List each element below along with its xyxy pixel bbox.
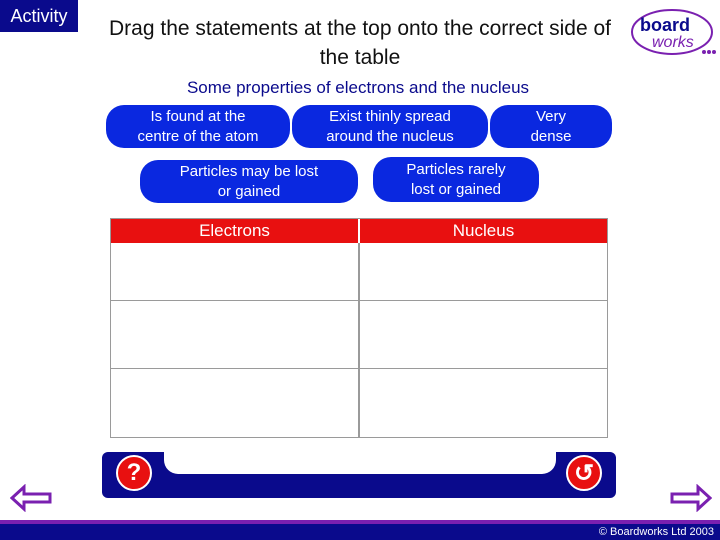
electrons-column	[111, 243, 358, 437]
copyright-footer: © Boardworks Ltd 2003	[0, 524, 720, 540]
logo-word-works: works	[652, 34, 694, 51]
activity-tab: Activity	[0, 0, 78, 32]
nucleus-column	[358, 243, 607, 437]
activity-subtitle: Some properties of electrons and the nucleus	[186, 78, 530, 97]
statement-particles-lost-or-gained[interactable]	[140, 160, 358, 203]
control-bar-track	[164, 452, 556, 474]
instructions-text: Drag the statements at the top onto the correct side of the table	[109, 17, 611, 69]
statement-label: Exist thinly spread around the nucleus	[326, 107, 454, 145]
reset-icon: ↺	[573, 459, 595, 487]
statement-particles-rarely-lost[interactable]	[373, 157, 539, 202]
statement-thinly-spread[interactable]	[292, 105, 488, 148]
previous-slide-arrow-icon[interactable]	[10, 484, 52, 512]
statement-label: Very dense	[530, 107, 572, 145]
help-button[interactable]	[116, 455, 152, 491]
sorting-table	[110, 218, 608, 438]
drop-zone-nucleus-2[interactable]	[360, 300, 607, 368]
statement-very-dense[interactable]	[490, 105, 612, 148]
statement-label: Is found at the centre of the atom	[137, 107, 259, 145]
statement-centre-of-atom[interactable]	[106, 105, 290, 148]
help-icon: ?	[126, 459, 142, 486]
control-bar	[102, 452, 616, 498]
drop-zone-electrons-1[interactable]	[111, 243, 358, 300]
drop-zone-electrons-3[interactable]	[111, 368, 358, 437]
logo-word-board: board	[640, 15, 691, 35]
statement-label: Particles may be lost or gained	[179, 162, 319, 200]
boardworks-logo	[630, 6, 718, 58]
drop-zone-electrons-2[interactable]	[111, 300, 358, 368]
table-header-row	[111, 219, 607, 243]
statement-label: Particles rarely lost or gained	[406, 160, 506, 198]
reset-button[interactable]	[566, 455, 602, 491]
drop-zone-nucleus-3[interactable]	[360, 368, 607, 437]
header-nucleus: Nucleus	[358, 219, 607, 243]
drop-zone-nucleus-1[interactable]	[360, 243, 607, 300]
header-electrons: Electrons	[199, 221, 270, 240]
next-slide-arrow-icon[interactable]	[670, 484, 712, 512]
